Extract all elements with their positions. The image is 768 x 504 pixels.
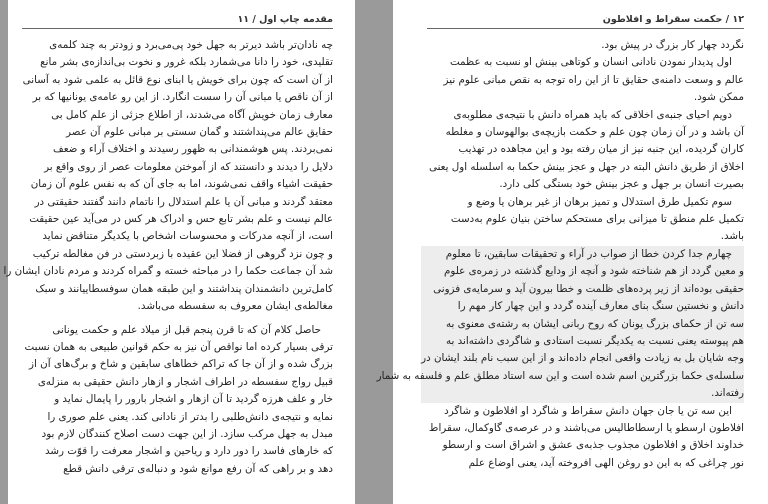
text-line: افلاطون ارسطو یا ارسطاطالیس می‌باشند و در عرصه‌ی گاوکمال، سقراط bbox=[428, 421, 744, 434]
text-line: سلسله‌ی حکما بزرگترین اسم شده است و این سه استاد مطلق علم و فلسفه به شمار bbox=[376, 369, 744, 382]
left-page-body bbox=[3, 37, 333, 478]
text-line: اخلاق از طریق دانش البته در جهل و عجز بینش حکما به اسلسله اول یعنی bbox=[428, 160, 744, 173]
text-line: چهارم جدا کردن خطا از صواب در آراء و تحقیقات سابقین، تا معلوم bbox=[445, 247, 732, 260]
text-line: حاصل کلام آن که تا قرن پنجم قبل از میلاد علم و حکمت یونانی bbox=[52, 323, 321, 336]
text-line: وجه شایان بل به زیادت واقعی انجام داده‌اند و از این سبب نام بلند ایشان در bbox=[421, 352, 744, 365]
page-header-right: ۱۲ / حکمت سقراط و افلاطون bbox=[427, 14, 744, 29]
text-line: دانش و نخستین سنگ بنای معارف آینده گردد و این چهار کار مهم را bbox=[457, 300, 744, 313]
text-line: ترقی بسیار کرده اما نواقص آن نیز به حکم قوانین طبیعی به همان نسبت bbox=[24, 340, 333, 353]
text-line: کامل‌ترین دانشمندان پنداشتند و این طبقه همان سوفسطاییانند و سبک bbox=[35, 282, 333, 295]
text-line: تقلیدی، خود را دانا می‌شمارد بلکه غرور و نخوت بی‌اندازه‌ی بشر مانع bbox=[40, 56, 333, 69]
text-line: است، از آنچه مدرکات و محسوسات اشخاص با یکدیگر متناقض نماید bbox=[42, 230, 333, 243]
text-line: ممکن شود. bbox=[693, 91, 744, 104]
left-page bbox=[3, 0, 355, 504]
text-line: شد آن جماعت حکما را در مباحثه خسته و گمراه کردند و مردم نادان ایشان را bbox=[3, 265, 333, 278]
right-page bbox=[376, 0, 768, 504]
text-line: که خارهای فاسد را دور دارد و ریاحین و اشجار معرفت را قوّت رشد bbox=[45, 445, 333, 458]
text-line: عالم نیست و علم بشر تابع حس و ادراک هر کس در می‌آید عین حقیقت bbox=[29, 213, 333, 226]
text-line: حقایق عالم می‌پنداشتند و گمان سستی بر مبانی علوم آن عصر bbox=[66, 126, 333, 139]
text-line: و چون نزد گروهی از فضلا این عقیده با زبردستی در فن مغالطه ترکیب bbox=[32, 247, 333, 260]
text-line: چه نادان‌تر باشد دیرتر به جهل خود پی‌می‌برد و زودتر به چند کلمه‌ی bbox=[49, 39, 333, 51]
text-line: کاران گردیده، این جنبه نیز از میان رفته بود و این مجاهده در تهذیب bbox=[458, 143, 744, 156]
text-line: مغالطه‌ی ایشان معروف به سفسطه می‌باشد. bbox=[137, 300, 333, 313]
text-line: دویم احیای جنبه‌ی اخلاقی که باید همراه دانش با نتیجه‌ی مطلوبه‌ی bbox=[453, 108, 732, 121]
text-line: نگردد چهار کار بزرگ در پیش بود. bbox=[601, 39, 744, 51]
text-line: این سه تن یا جان جهان دانش سقراط و شاگرد او افلاطون و شاگرد bbox=[444, 404, 732, 417]
text-line: عالم و وسعت دامنه‌ی حقایق تا از این راه توجه به نقص مبانی علوم نیز bbox=[443, 73, 744, 86]
text-line: معتقد گردند و مبانی آن یا علم استدلال را ناتمام دانند گفتند حقیقتی در bbox=[34, 195, 333, 208]
page-header-left: مقدمه چاپ اول / ۱۱ bbox=[22, 14, 333, 29]
text-line: از آن است که چون برای خویش یا ابنای نوع قائل به علمی شود به آسانی bbox=[22, 73, 333, 86]
text-line: رفته‌اند. bbox=[711, 387, 744, 400]
text-line: تکمیل علم منطق تا میزانی برای مستحکم ساختن بنیان علوم به‌دست bbox=[450, 213, 744, 226]
right-page-body bbox=[376, 37, 744, 472]
text-line: خار و علف هرزه گردید تا آن ازهار و اشجار بارور را پایمال نماید و bbox=[54, 393, 333, 406]
text-line: باشد. bbox=[720, 230, 744, 243]
text-line: قبیل رواج سفسطه در اطراف اشجار و ازهار دانش حقیقی به منزله‌ی bbox=[37, 375, 333, 388]
text-line: دهد و بر راهی که آن رفع موانع شود و دنباله‌ی ترقی دانش قطع bbox=[63, 462, 333, 475]
text-line: اول پدیدار نمودن نادانی انسان و کوتاهی بینش او نسبت به عظمت bbox=[449, 56, 732, 69]
text-line: سه تن از حکمای بزرگ یونان که روح ربانی ایشان به رشته‌ی معنوی به bbox=[445, 317, 744, 330]
text-line: معارف زمان خویش آگاه می‌شدند، از اطلاع جزئی از علم کامل بی bbox=[51, 108, 333, 121]
text-line: دلایل را دیدند و دانستند که از آموختن معلومات عصر از روی واقع بر bbox=[44, 160, 333, 173]
text-line: آن باشد و در آن زمان چون علم و حکمت بازیچه‌ی بوالهوسان و مغلطه bbox=[445, 126, 744, 139]
text-line: هم پیوسته یعنی نسبت به یکدیگر نسبت استادی و شاگردی داشته‌اند به bbox=[445, 334, 744, 347]
highlighted-passage bbox=[376, 246, 744, 403]
text-line: حقیقی بوده‌اند از زیر پرده‌های ظلمت و خطا بیرون آید و سرمایه‌ی فزونی bbox=[433, 282, 744, 295]
text-line: بزرگ شده و از آن جا که تراکم خطاهای سابقین و شاخ و برگ‌های آن از bbox=[29, 358, 333, 371]
text-line: سوم تکمیل طرق استدلال و تمیز برهان از غیر برهان یا وضع و bbox=[467, 195, 732, 208]
text-line: نمی‌بردند. پس هوشمندانی به ظهور رسیدند و اختلاف آراء و ضعف bbox=[53, 143, 333, 156]
text-line: و معین گردد از هم شناخته شود و آنچه از ودایع گذشته در زمره‌ی علوم bbox=[444, 265, 744, 278]
text-line: خداوند اخلاق و افلاطون مجذوب جذبه‌ی عشق و اشراق است و ارسطو bbox=[442, 439, 744, 452]
text-line: مبدل به جهل مرکب سازد. از این جهت دست اصلاح کنندگان لازم بود bbox=[41, 427, 333, 440]
text-line: نور چراغی که به این دو روغن الهی افروخته آید، یعنی اوضاع علم bbox=[468, 456, 744, 469]
text-line: از آن ناقص یا مبانی آن را سست انگارد. از این رو عامه‌ی یونانیها که بر bbox=[32, 91, 333, 104]
text-line: نمایه و نتیجه‌ی دانش‌طلبی را بدتر از نادانی کند. یعنی علم صوری را bbox=[47, 410, 333, 423]
text-line: بصیرت انسان بر جهل و عجز بینش خود بستگی کلی دارد. bbox=[499, 178, 744, 191]
text-line: حقیقت اشیاء واقف نمی‌شوند، اما به جای آن که به نفس علوم آن زمان bbox=[30, 178, 333, 191]
